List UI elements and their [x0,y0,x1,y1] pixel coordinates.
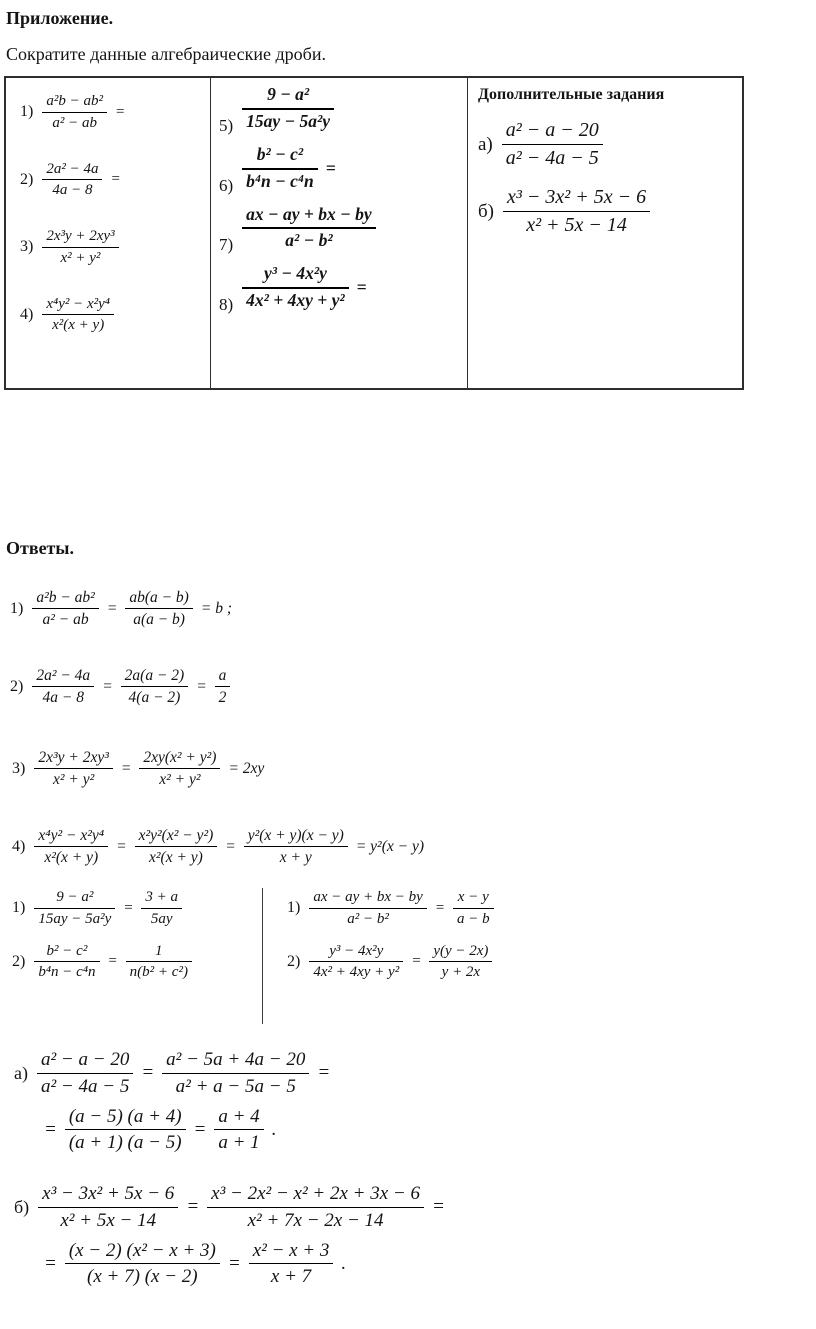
problem-4-expression [42,295,114,336]
problem-8-label: 8) [219,295,234,314]
problem-2-label: 2) [20,170,34,188]
answer-extra-b-expression-1 [38,1182,445,1233]
math-text: = [317,1062,331,1084]
denominator: b⁴n − c⁴n [38,964,96,981]
denominator: x² + 5x − 14 [526,214,627,236]
math-text: = [120,759,132,777]
answer-1-expression [32,588,232,630]
problem-5-expression [242,84,334,133]
numerator: ax − ay + bx − by [309,888,427,909]
answers-heading: Ответы. [6,538,74,558]
fraction [141,888,182,929]
denominator: a + 1 [218,1132,260,1154]
numerator: y²(x + y)(x − y) [244,826,348,847]
fraction [215,666,231,708]
fraction [42,295,114,336]
denominator: x² + y² [60,249,101,266]
numerator: b² − c² [242,144,318,170]
denominator: 2 [218,689,227,707]
fraction [309,942,403,983]
math-text: = [107,953,118,970]
denominator: (x + 7) (x − 2) [87,1266,198,1288]
numerator: a² − a − 20 [37,1048,133,1074]
fraction [42,227,118,268]
numerator: 2a² − 4a [42,160,102,181]
denominator: a² + a − 5a − 5 [175,1075,296,1097]
denominator: a² − 4a − 5 [505,147,599,169]
numerator: 9 − a² [242,84,334,110]
math-text: = [114,103,126,120]
numerator: 1 [126,942,192,963]
problems-table [4,76,744,390]
fraction [34,826,108,868]
numerator: 2xy(x² + y²) [139,748,220,769]
answer-8-expression [309,942,492,983]
numerator: x³ − 3x² + 5x − 6 [503,185,650,212]
numerator: x³ − 3x² + 5x − 6 [38,1182,178,1208]
numerator: 3 + a [141,888,182,909]
denominator: x²(x + y) [149,849,203,867]
problem-3-label: 3) [20,238,34,256]
numerator: y³ − 4x²y [309,942,403,963]
problem-a [478,118,738,171]
numerator: a²b − ab² [42,92,107,113]
math-text: = [434,899,445,916]
answer-extra-a-label: а) [14,1062,28,1083]
math-text: = [432,1196,445,1218]
numerator: y³ − 4x²y [242,263,348,289]
problem-b [478,185,738,238]
denominator: y + 2x [441,964,481,981]
denominator: a² − ab [42,611,89,629]
fraction [34,888,115,929]
answer-extra-a-line1 [14,1048,330,1099]
fraction [42,92,107,133]
math-text: = [44,1252,57,1274]
problem-6 [219,144,461,193]
numerator: x² − x + 3 [249,1239,334,1265]
denominator: x² + 5x − 14 [60,1209,157,1231]
answer-4-label: 4) [12,837,26,855]
problem-8-expression [242,263,366,312]
extra-tasks-header: Дополнительные задания [478,86,665,103]
denominator: a² − ab [52,114,97,131]
answer-2 [10,666,230,708]
answer-extra-b-line2 [44,1239,445,1290]
problem-6-label: 6) [219,175,234,195]
denominator: x² + 7x − 2x − 14 [247,1209,384,1231]
numerator: a + 4 [214,1105,263,1131]
numerator: 2a(a − 2) [121,666,189,687]
answers-two-column-block [12,888,494,1024]
math-text: = [44,1118,57,1140]
problem-b-expression [503,185,650,238]
problem-6-expression [242,144,336,193]
problem-7-label: 7) [219,235,234,255]
fraction [65,1105,186,1156]
denominator: a − b [456,910,490,927]
math-text: = b ; [200,599,232,617]
denominator: b⁴n − c⁴n [246,170,314,191]
problem-2-expression [42,160,120,201]
answer-2-label: 2) [10,677,24,695]
numerator: x⁴y² − x²y⁴ [42,295,114,316]
denominator: a² − 4a − 5 [40,1075,130,1097]
answer-2-expression [32,666,230,708]
fraction [242,84,334,133]
answer-8 [287,942,494,983]
problem-2 [20,160,204,201]
answer-extra-a [14,1048,330,1155]
fraction [429,942,492,983]
page-title: Приложение. [6,8,114,28]
answer-7-expression [309,888,493,929]
problem-b-label: б) [478,200,494,222]
math-text: = [116,837,127,855]
fraction [121,666,189,708]
numerator: x²y²(x² − y²) [135,826,218,847]
problem-4-label: 4) [20,305,34,323]
math-text: = [325,157,336,178]
fraction [139,748,220,790]
fraction [32,666,94,708]
math-text: = [106,599,118,617]
math-text: = [110,171,121,188]
answer-3 [12,748,264,790]
math-text: = [356,277,367,298]
answer-1-label: 1) [10,599,24,617]
answer-5-label: 1) [12,899,26,917]
math-text: = [411,953,422,970]
fraction [37,1048,133,1099]
numerator: (a − 5) (a + 4) [65,1105,186,1131]
problem-1 [20,92,204,133]
fraction [502,118,603,171]
numerator: ax − ay + bx − by [242,204,375,230]
problems-column-1 [6,78,211,388]
math-text: = [186,1196,200,1218]
denominator: x + y [279,849,312,867]
math-text: = [193,1118,207,1140]
answer-4 [12,826,424,868]
problem-a-label: а) [478,133,493,155]
numerator: x − y [453,888,494,909]
math-text: = [102,677,113,695]
math-text: = [227,1252,241,1274]
fraction [503,185,650,238]
answer-extra-a-expression-2 [44,1105,276,1156]
fraction [34,942,99,983]
denominator: 15ay − 5a²y [38,910,112,927]
fraction [38,1182,178,1233]
problem-1-label: 1) [20,103,34,121]
math-text: = [141,1062,155,1084]
fraction [42,160,102,201]
denominator: x² + y² [159,771,201,789]
problems-column-extra [468,78,744,388]
numerator: a² − a − 20 [502,118,603,145]
problem-4 [20,295,204,336]
problem-5-label: 5) [219,115,234,135]
denominator: 15ay − 5a²y [246,110,331,131]
answer-7-label: 1) [287,899,301,917]
numerator: x³ − 2x² − x² + 2x + 3x − 6 [207,1182,424,1208]
answers-mid-right [262,888,494,1024]
denominator: x² + y² [52,771,95,789]
denominator: 4(a − 2) [128,689,181,707]
fraction [242,263,348,312]
fraction [244,826,348,868]
denominator: x²(x + y) [44,849,99,867]
fraction [207,1182,424,1233]
denominator: 4a − 8 [42,689,84,707]
fraction [34,748,113,790]
numerator: a² − 5a + 4a − 20 [162,1048,309,1074]
fraction [309,888,427,929]
fraction [214,1105,263,1156]
answer-3-label: 3) [12,759,26,777]
fraction [453,888,494,929]
denominator: a² − b² [347,910,389,927]
fraction [249,1239,334,1290]
numerator: y(y − 2x) [429,942,492,963]
problems-column-2 [211,78,468,388]
numerator: 2x³y + 2xy³ [34,748,113,769]
answer-1 [10,588,232,630]
answer-extra-b-expression-2 [44,1239,346,1290]
problem-3 [20,227,204,268]
numerator: 2x³y + 2xy³ [42,227,118,248]
problem-1-expression [42,92,125,133]
answer-3-expression [34,748,264,790]
answer-6-expression [34,942,192,983]
fraction [125,588,193,630]
denominator: 4x² + 4xy + y² [313,964,400,981]
answer-extra-b-line1 [14,1182,445,1233]
numerator: 2a² − 4a [32,666,94,687]
answers-mid-left [12,888,262,1024]
numerator: (x − 2) (x² − x + 3) [65,1239,220,1265]
fraction [32,588,99,630]
answer-6-label: 2) [12,952,26,970]
numerator: ab(a − b) [125,588,193,609]
math-text: = [196,677,207,695]
answer-6 [12,942,262,983]
denominator: x²(x + y) [52,317,105,334]
math-text: = y²(x − y) [355,837,424,855]
problem-a-expression [502,118,603,171]
answer-extra-a-line2 [44,1105,330,1156]
fraction [65,1239,220,1290]
numerator: 9 − a² [34,888,115,909]
denominator: (a + 1) (a − 5) [68,1132,182,1154]
instruction-text: Сократите данные алгебраические дроби. [6,44,326,64]
math-text: . [341,1252,347,1274]
answer-extra-a-expression-1 [37,1048,330,1099]
math-text: = [225,837,236,855]
answer-4-expression [34,826,424,868]
numerator: b² − c² [34,942,99,963]
answer-8-label: 2) [287,952,301,970]
fraction [126,942,192,983]
denominator: 5ay [150,910,173,927]
numerator: x⁴y² − x²y⁴ [34,826,108,847]
fraction [162,1048,309,1099]
denominator: 4a − 8 [52,182,93,199]
numerator: a [215,666,231,687]
problem-7-expression [242,204,375,253]
numerator: a²b − ab² [32,588,99,609]
problem-7 [219,204,461,253]
answer-7 [287,888,494,929]
math-text: . [271,1118,277,1140]
fraction [242,144,318,193]
denominator: n(b² + c²) [129,964,188,981]
denominator: x + 7 [270,1266,312,1288]
denominator: a(a − b) [133,611,185,629]
fraction [242,204,375,253]
problem-8 [219,263,461,312]
answer-5-expression [34,888,182,929]
problem-3-expression [42,227,118,268]
answer-extra-b-label: б) [14,1196,30,1217]
math-text: = [123,899,134,916]
denominator: a² − b² [285,230,333,251]
fraction [135,826,218,868]
problem-5 [219,84,461,133]
answer-extra-b [14,1182,445,1289]
math-text: = 2xy [228,759,265,777]
answer-5 [12,888,262,929]
denominator: 4x² + 4xy + y² [246,290,345,311]
